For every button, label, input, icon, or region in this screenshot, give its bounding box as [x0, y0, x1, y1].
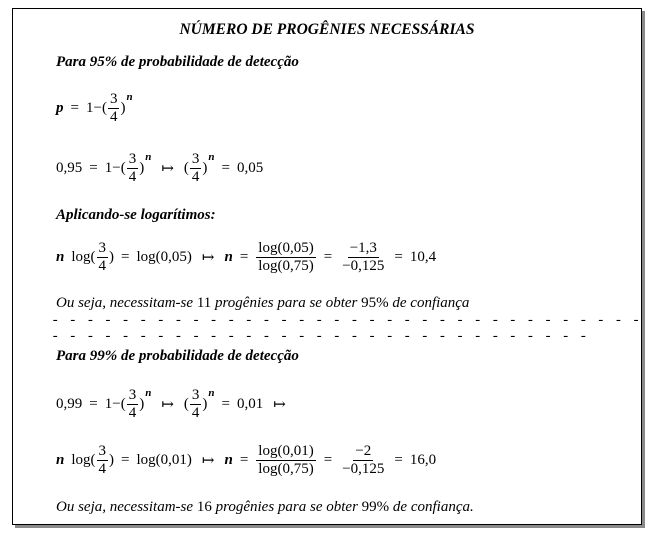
fraction: [190, 387, 202, 422]
maps-to-arrow: ↦: [161, 161, 174, 177]
equation-rhs: 0,05: [236, 160, 264, 176]
exponent: n: [126, 90, 133, 103]
conclusion-tail: de confiança.: [392, 499, 474, 515]
log-equation-95: [56, 240, 436, 275]
fraction: [127, 151, 139, 186]
paren-close: ): [202, 396, 208, 412]
fraction-denominator: 4: [191, 169, 200, 185]
equation-99: [56, 387, 296, 422]
equals-sign: =: [89, 396, 98, 412]
variable-n: n: [224, 249, 233, 265]
equation-rhs: 0,01: [236, 396, 264, 412]
log-heading: Aplicando-se logarítimos:: [56, 207, 216, 223]
equals-sign: =: [394, 249, 403, 265]
conclusion-prefix: Ou seja, necessitam-se: [56, 295, 194, 311]
maps-to-arrow: ↦: [201, 453, 215, 469]
conclusion-number: 11: [196, 295, 212, 311]
fraction: [97, 443, 109, 478]
equals-sign: =: [239, 249, 249, 265]
exponent: n: [208, 386, 215, 399]
fraction: [108, 91, 120, 126]
paren-close: ): [120, 100, 126, 116]
fraction: [190, 151, 202, 186]
fraction-numerator: 3: [128, 151, 137, 167]
exponent: n: [208, 150, 215, 163]
log-ratio-fraction: [256, 240, 315, 275]
equals-sign: =: [89, 160, 98, 176]
fraction-numerator: 3: [191, 387, 200, 403]
paren-open: (: [101, 100, 107, 116]
equals-sign: =: [221, 160, 230, 176]
section-95-heading: Para 95% de probabilidade de detecção: [56, 54, 299, 70]
fraction-numerator: 3: [98, 443, 107, 459]
conclusion-tail: de confiança: [392, 295, 470, 311]
one-minus: 1−: [104, 396, 121, 412]
fraction-denominator: 4: [98, 258, 107, 274]
log-ratio-fraction: [256, 443, 315, 478]
fraction-numerator: 3: [98, 240, 107, 256]
fraction-denominator: 4: [109, 109, 118, 125]
paren-open: (: [120, 396, 126, 412]
equals-sign: =: [121, 249, 130, 265]
log-open: log(: [71, 452, 96, 468]
equation-lhs: 0,95: [56, 160, 83, 176]
exponent: n: [145, 150, 152, 163]
paren-open: (: [183, 396, 189, 412]
fraction-denominator: −0,125: [342, 461, 385, 477]
paren-close: ): [109, 249, 115, 265]
fraction-numerator: 3: [128, 387, 137, 403]
maps-to-arrow: ↦: [201, 250, 215, 266]
page-title: NÚMERO DE PROGÊNIES NECESSÁRIAS: [179, 21, 475, 38]
fraction-denominator: 4: [128, 405, 137, 421]
equals-sign: =: [323, 249, 333, 265]
conclusion-middle: progênies para se obter: [215, 499, 358, 515]
equals-sign: =: [221, 396, 230, 412]
fraction-denominator: 4: [98, 461, 107, 477]
equals-sign: =: [121, 452, 130, 468]
log-open: log(: [71, 249, 96, 265]
conclusion-99: [56, 499, 474, 516]
variable-n: n: [224, 452, 233, 468]
conclusion-95: [56, 295, 469, 312]
log-equation-99: [56, 443, 436, 478]
fraction-denominator: −0,125: [342, 258, 385, 274]
conclusion-number: 16: [196, 499, 212, 515]
fraction-denominator: 4: [128, 169, 137, 185]
paren-close: ): [139, 160, 145, 176]
fraction-denominator: 4: [191, 405, 200, 421]
maps-to-arrow: ↦: [161, 397, 174, 413]
paren-close: ): [139, 396, 145, 412]
fraction-denominator: log(0,75): [258, 461, 314, 477]
equals-sign: =: [239, 452, 249, 468]
equals-sign: =: [394, 452, 403, 468]
paren-close: ): [202, 160, 208, 176]
numeric-fraction: [340, 240, 386, 275]
fraction-numerator: 3: [191, 151, 200, 167]
variable-n: n: [56, 249, 65, 265]
paren-open: (: [183, 160, 189, 176]
one-minus: 1−: [104, 160, 121, 176]
conclusion-percent: 99%: [361, 499, 390, 515]
conclusion-middle: progênies para se obter: [215, 295, 358, 311]
numeric-fraction: [340, 443, 386, 478]
result-value: 10,4: [409, 249, 437, 265]
fraction-denominator: log(0,75): [258, 258, 314, 274]
one-minus: 1−: [85, 100, 102, 116]
dashed-divider: - - - - - - - - - - - - - - - - - - - - - - - - - - - - - - - - - - - - - - - - - - - - - - - - - - - - - - - - - - - - - - - - -: [51, 313, 641, 345]
fraction-numerator: −1,3: [349, 240, 377, 256]
fraction-numerator: log(0,05): [258, 240, 314, 256]
result-value: 16,0: [409, 452, 437, 468]
fraction-numerator: 3: [109, 91, 118, 107]
equation-95: [56, 151, 263, 186]
equals-sign: =: [323, 452, 333, 468]
formula-p: [56, 91, 133, 126]
fraction-numerator: log(0,01): [258, 443, 314, 459]
conclusion-percent: 95%: [361, 295, 389, 311]
document-frame: [12, 8, 642, 525]
formula-lhs: p: [56, 100, 64, 116]
maps-to-arrow: ↦: [273, 397, 286, 413]
paren-open: (: [120, 160, 126, 176]
log-value: log(0,01): [136, 452, 192, 468]
log-value: log(0,05): [136, 249, 192, 265]
paren-close: ): [109, 452, 115, 468]
equation-lhs: 0,99: [56, 396, 83, 412]
fraction: [127, 387, 139, 422]
equals-sign: =: [70, 100, 79, 116]
variable-n: n: [56, 452, 65, 468]
section-99-heading: Para 99% de probabilidade de detecção: [56, 348, 299, 364]
conclusion-prefix: Ou seja, necessitam-se: [56, 499, 194, 515]
exponent: n: [145, 386, 152, 399]
fraction-numerator: −2: [355, 443, 372, 459]
fraction: [97, 240, 109, 275]
